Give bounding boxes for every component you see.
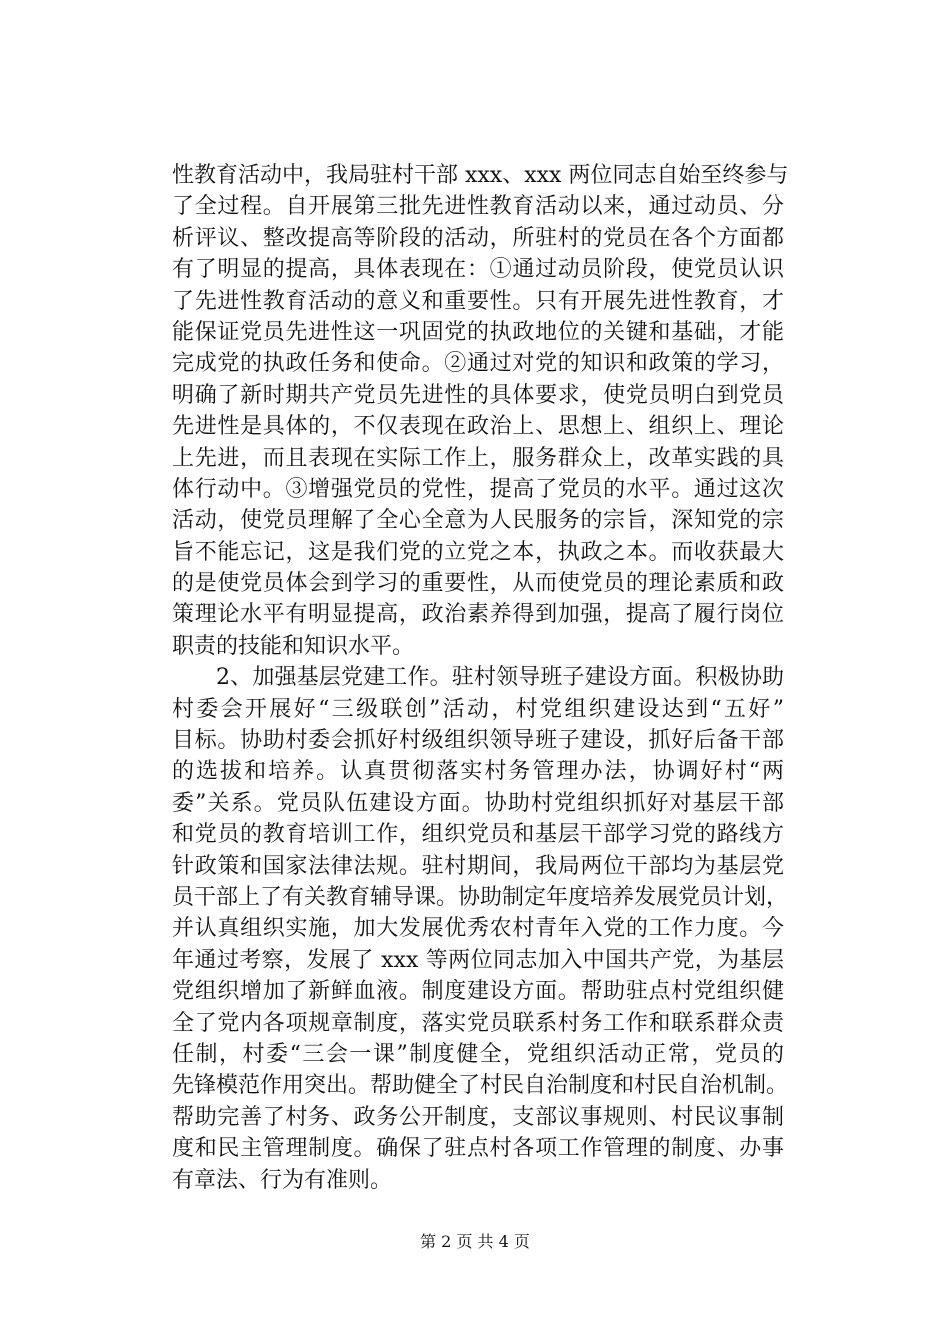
text-line: 有章法、行为有准则。 [172,1167,393,1193]
text-line: 能保证党员先进性这一巩固党的执政地位的关键和基础，才能 [172,319,784,345]
text-line: 性教育活动中，我局驻村干部 xxx、xxx 两位同志自始至终参与 [172,163,789,188]
paragraph-p2 [172,662,789,1196]
text-line: 党组织增加了新鲜血液。制度建设方面。帮助驻点村党组织健 [172,979,784,1005]
text-line: 村委会开展好“三级联创”活动，村党组织建设达到“五好” [172,696,784,722]
text-line: 了先进性教育活动的意义和重要性。只有开展先进性教育，才 [172,288,784,314]
text-line: 全了党内各项规章制度，落实党员联系村务工作和联系群众责 [172,1010,784,1036]
paragraph-p1 [172,160,789,662]
text-line: 目标。协助村委会抓好村级组织领导班子建设，抓好后备干部 [172,728,784,754]
text-line: 上先进，而且表现在实际工作上，服务群众上，改革实践的具 [172,445,784,471]
text-line: 活动，使党员理解了全心全意为人民服务的宗旨，深知党的宗 [172,508,784,534]
text-line: 针政策和国家法律法规。驻村期间，我局两位干部均为基层党 [172,853,784,879]
text-line: 年通过考察，发展了 xxx 等两位同志加入中国共产党，为基层 [172,947,784,973]
text-line: 和党员的教育培训工作，组织党员和基层干部学习党的路线方 [172,822,784,848]
text-line: 委”关系。党员队伍建设方面。协助村党组织抓好对基层干部 [172,790,784,816]
page-footer: 第 2 页 共 4 页 [420,1232,530,1251]
text-line: 了全过程。自开展第三批先进性教育活动以来，通过动员、分 [172,194,784,220]
text-line: 的选拔和培养。认真贯彻落实村务管理办法，协调好村“两 [172,759,784,785]
document-body [172,160,789,1196]
text-line: 先锋模范作用突出。帮助健全了村民自治制度和村民自治机制。 [172,1073,789,1099]
text-line: 并认真组织实施，加大发展优秀农村青年入党的工作力度。今 [172,916,784,942]
text-line: 体行动中。③增强党员的党性，提高了党员的水平。通过这次 [172,476,784,502]
text-line: 2、加强基层党建工作。驻村领导班子建设方面。积极协助 [216,665,784,691]
text-line: 明确了新时期共产党员先进性的具体要求，使党员明白到党员 [172,382,784,408]
text-line: 旨不能忘记，这是我们党的立党之本，执政之本。而收获最大 [172,539,784,565]
text-line: 完成党的执政任务和使命。②通过对党的知识和政策的学习， [172,351,784,377]
text-line: 策理论水平有明显提高，政治素养得到加强，提高了履行岗位 [172,602,784,628]
text-line: 度和民主管理制度。确保了驻点村各项工作管理的制度、办事 [172,1136,784,1162]
text-line: 员干部上了有关教育辅导课。协助制定年度培养发展党员计划， [172,884,789,910]
text-line: 有了明显的提高，具体表现在：①通过动员阶段，使党员认识 [172,257,784,283]
text-line: 先进性是具体的，不仅表现在政治上、思想上、组织上、理论 [172,414,784,440]
text-line: 帮助完善了村务、政务公开制度，支部议事规则、村民议事制 [172,1104,784,1130]
text-line: 析评议、整改提高等阶段的活动，所驻村的党员在各个方面都 [172,225,784,251]
text-line: 的是使党员体会到学习的重要性，从而使党员的理论素质和政 [172,571,784,597]
text-line: 任制，村委“三会一课”制度健全，党组织活动正常，党员的 [172,1041,784,1067]
text-line: 职责的技能和知识水平。 [172,633,415,659]
